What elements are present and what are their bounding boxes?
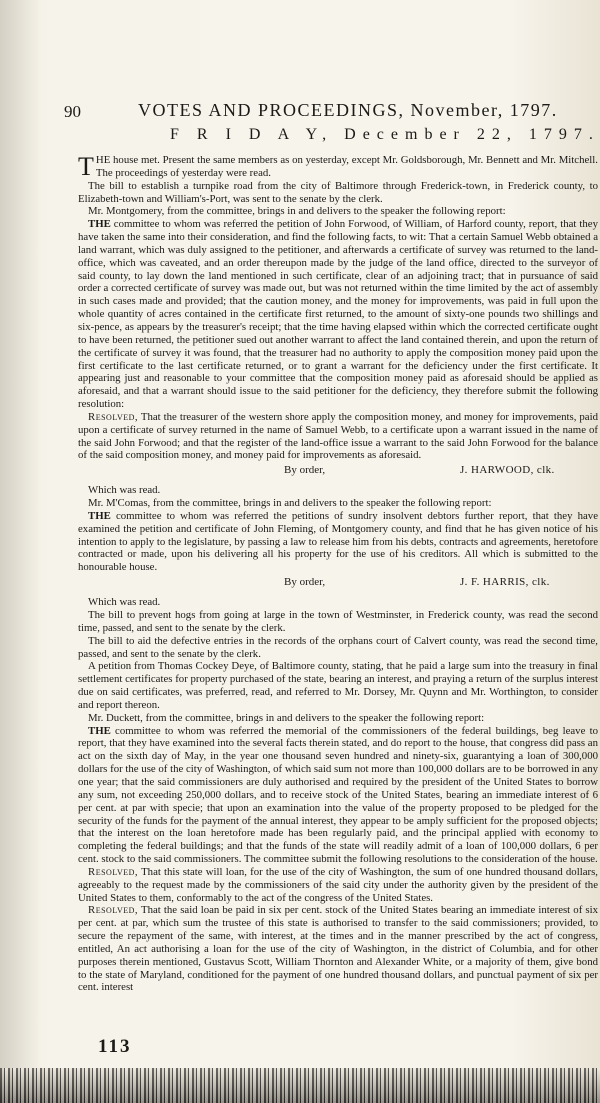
paragraph-text: committee to whom was referred the memorial of the commissioners of the federal buildings, beg leave to report, that they have examined into the several facts therein stated, and do report to the house, that congress did pass an act on the sixth day of May, in the year one thousand seven hundred and ninety-six, guarantying a loan of 300,000 dollars for the use of the city of Washington, of which said sum not more than 100,000 dollars are to be borrowed in any one year; that the said commissioners are duly authorised and required by the president of the United States to borrow any sum, not exceeding 250,000 dollars, and to receive stock of the United States, bearing an immediate interest of 6 per cent. at par with specie; that upon an examination into the value of the property proposed to be pledged for the security of the funds for the payment of the annual interest, they appear to be amply sufficient for the proposed objects; that the interest on the loan heretofore made has been regularly paid, and the principal applied with economy to completing the federal buildings; and that the funds of the state will readily admit of a loan of 100,000 dollars, 6 per cent. stock to the said commissioners. The committee submit the following resolutions to the consideration of the house. bbox=[78, 724, 598, 866]
proceedings-group-1 bbox=[78, 154, 598, 462]
journal-body bbox=[78, 154, 598, 994]
day-heading: F R I D A Y, December 22, 1797. bbox=[170, 126, 600, 143]
lead-word: THE bbox=[88, 218, 111, 231]
paragraph bbox=[78, 205, 598, 218]
proceedings-group-3 bbox=[78, 596, 598, 994]
paragraph-text: committee to whom was referred the petition of John Forwood, of William, of Harford county, report, that they have taken the same into their consideration, and find the following facts, to wit: That a certain Samuel Webb obtained a land warrant, which was duly assigned to the petitioner, and afterwards a certificate of survey was returned to the land-office, which was caveated, and an order thereupon made by the judge of the land office, directed to the surveyor of said county, to lay down the land mentioned in such certificate, clear of an adjoining tract; that in pursuance of said order a corrected certificate of survey was made out, but was not returned within the time limited by the act of assembly in such cases made and provided; that the caution money, and the money for improvements, was paid in full upon the whole quantity of acres contained in the certificate first returned, to the amount of sixty-one pounds two shillings and six-pence, as appears by the treasurer's receipt; that the time having elapsed within which the corrected certificate ought to have been returned, the petitioner sued out another warrant to affect the land contained therein, and upon the return of the certificate of survey it was found, that the treasurer had no authority to apply the composition money paid upon the first certificate to the last certificate returned, or to grant a warrant for the deficiency under the first certificate. It appearing just and reasonable to your committee that the composition money paid as aforesaid should be applied as aforesaid, and that a warrant should issue to the said petitioner for the deficiency, they therefore submit the following resolution: bbox=[78, 218, 598, 411]
paragraph bbox=[78, 218, 598, 411]
paragraph-text: The bill to establish a turnpike road from the city of Baltimore through Frederick-town, in Frederick county, to Elizabeth-town and William's-Port, was sent to the senate by the clerk. bbox=[78, 179, 598, 205]
lead-word: THE bbox=[88, 724, 111, 737]
lead-word: THE bbox=[88, 509, 111, 522]
signature-harris bbox=[78, 574, 598, 590]
resolved-label: Resolved, bbox=[88, 904, 139, 917]
paragraph bbox=[78, 180, 598, 206]
paragraph-text: That the said loan be paid in six per cent. stock of the United States bearing an immediate interest of six per cent. at par, which sum the trustee of this state is authorised to transfer to the said commissioners; provided, to secure the repayment of the same, with interest, at the times and in the manner prescribed by the act of congress, entitled, An act authorising a loan for the use of the city of Washington, in the district of Columbia, and for other purposes therein mentioned, Gustavus Scott, William Thornton and Alexander White, or a majority of them, give bond to the state of Maryland, conditioned for the payment of one hundred thousand dollars, and punctual payment of six per cent. interest bbox=[78, 904, 598, 994]
paragraph bbox=[78, 411, 598, 462]
paragraph-text: A petition from Thomas Cockey Deye, of Baltimore county, stating, that he paid a large sum into the treasury in final settlement certificates for property purchased of the state, bearing an interest, and praying a return of the surplus interest due on said certificates, was preferred, read, and referred to Mr. Dorsey, Mr. Quynn and Mr. Worthington, to consider and report thereon. bbox=[78, 660, 598, 711]
paragraph-text: Mr. M'Comas, from the committee, brings in and delivers to the speaker the following report: bbox=[88, 497, 492, 510]
paragraph bbox=[78, 712, 598, 725]
paragraph bbox=[78, 484, 598, 497]
proceedings-group-2 bbox=[78, 484, 598, 574]
paragraph-text: HE house met. Present the same members as on yesterday, except Mr. Goldsborough, Mr. Bennett and Mr. Mitchell. The proceedings of yesterday were read. bbox=[95, 154, 598, 179]
paragraph bbox=[78, 635, 598, 661]
paragraph-text: Which was read. bbox=[88, 596, 161, 609]
footer-marks: 113 bbox=[98, 1036, 132, 1057]
paragraph-text: Which was read. bbox=[88, 484, 161, 497]
by-order-label: By order, bbox=[284, 576, 326, 589]
paragraph bbox=[78, 725, 598, 866]
by-order-label: By order, bbox=[284, 464, 326, 477]
paragraph-text: That this state will loan, for the use of the city of Washington, the sum of one hundred thousand dollars, agreeably to the request made by the commissioners of the said city under the authority given by the president of the United States to them, conformably to the act of the congress of the United States. bbox=[78, 865, 598, 904]
paragraph-text: Mr. Duckett, from the committee, brings in and delivers to the speaker the following report: bbox=[88, 711, 485, 724]
paragraph bbox=[78, 660, 598, 711]
paragraph-text: The bill to aid the defective entries in the records of the orphans court of Calvert county, was read the second time, passed, and sent to the senate by the clerk. bbox=[78, 634, 598, 660]
paragraph bbox=[78, 510, 598, 574]
clerk-signature: J. F. HARRIS, clk. bbox=[460, 576, 550, 589]
scan-edge-shadow bbox=[0, 1068, 600, 1103]
paragraph bbox=[78, 596, 598, 609]
clerk-signature: J. HARWOOD, clk. bbox=[460, 464, 555, 477]
paragraph bbox=[78, 866, 598, 905]
paragraph bbox=[78, 609, 598, 635]
paragraph bbox=[78, 497, 598, 510]
paragraph bbox=[78, 904, 598, 994]
paragraph-text: The bill to prevent hogs from going at large in the town of Westminster, in Frederick county, was read the second time, passed, and sent to the senate by the clerk. bbox=[78, 609, 598, 634]
paragraph-text: That the treasurer of the western shore apply the composition money, and money for improvements, paid upon a certificate of survey returned in the name of Samuel Webb, to a certificate upon a warrant issued in the name of the said John Forwood; and that the register of the land-office issue a warrant to the said John Forwood for the balance of the said composition money, and money paid for improvements as aforesaid. bbox=[78, 410, 598, 462]
drop-cap: T bbox=[78, 152, 94, 181]
paragraph-text: committee to whom was referred the petitions of sundry insolvent debtors further report, that they have examined the petition and certificate of John Fleming, of Montgomery county, and find that he has given notice of his intention to apply to the legislature, by passing a law to release him from his debts, contracts and agreements, heretofore contracted or made, upon his delivering all his property for the use of his creditors. All which is submitted to the honourable house. bbox=[78, 509, 598, 574]
running-title: VOTES AND PROCEEDINGS, November, 1797. bbox=[138, 100, 558, 120]
day-date-line bbox=[0, 126, 600, 150]
page-number: 90 bbox=[64, 102, 81, 121]
paragraph bbox=[78, 154, 598, 180]
signature-harwood bbox=[78, 462, 598, 478]
binding-shadow bbox=[0, 0, 40, 1103]
paragraph-text: Mr. Montgomery, from the committee, brings in and delivers to the speaker the following report: bbox=[88, 205, 506, 218]
resolved-label: Resolved, bbox=[88, 410, 139, 423]
resolved-label: Resolved, bbox=[88, 865, 139, 878]
